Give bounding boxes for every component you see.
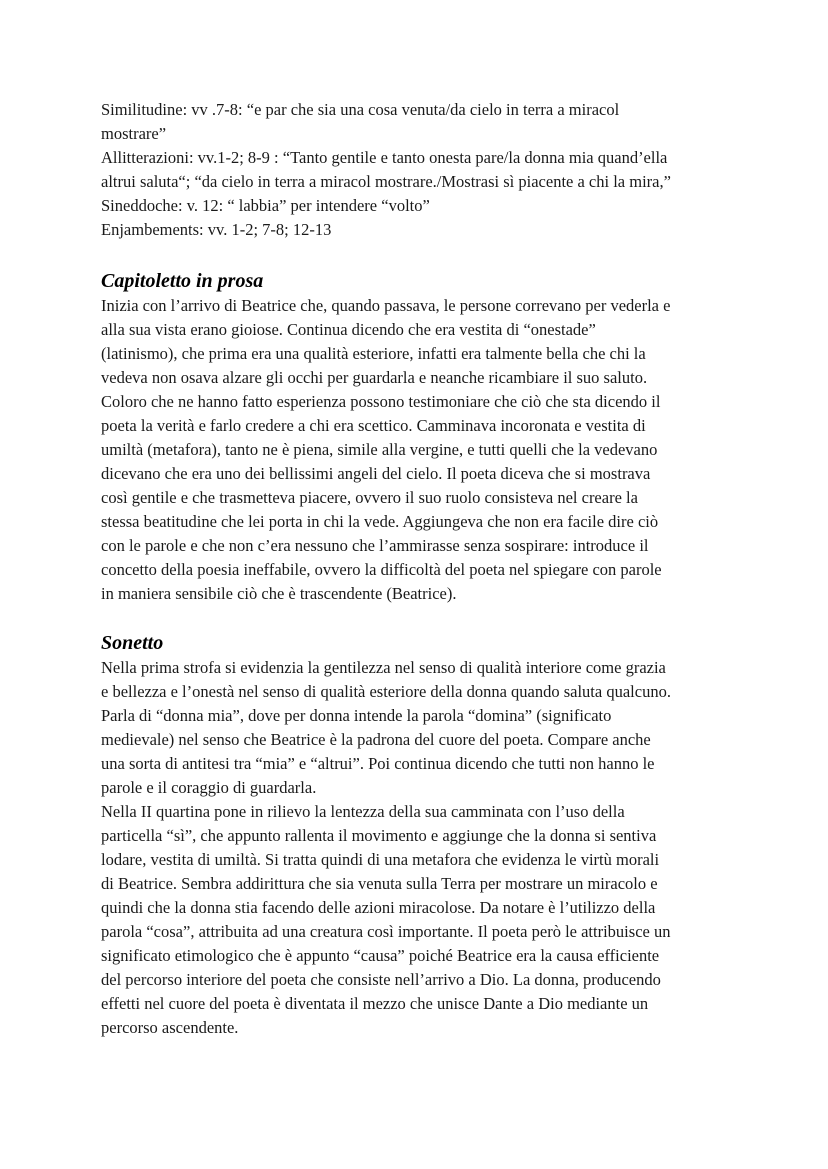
figures-line: Allitterazioni: vv.1-2; 8-9 : “Tanto gentile e tanto onesta pare/la donna mia quand’ella [101,148,668,167]
figures-line: altrui saluta“; “da cielo in terra a miracol mostrare./Mostrasi sì piacente a chi la mira,” [101,172,671,191]
sonnet-line: percorso ascendente. [101,1018,239,1037]
prose-line: concetto della poesia ineffabile, ovvero la difficoltà del poeta nel spiegare con parole [101,560,662,579]
prose-line: in maniera sensibile ciò che è trascendente (Beatrice). [101,584,457,603]
sonnet-line: parola “cosa”, attribuita ad una creatura così importante. Il poeta però le attribuisce un [101,922,671,941]
sonnet-line: una sorta di antitesi tra “mia” e “altrui”. Poi continua dicendo che tutti non hanno le [101,754,655,773]
sonnet-line: effetti nel cuore del poeta è diventata il mezzo che unisce Dante a Dio mediante un [101,994,649,1013]
sonnet-line: quindi che la donna stia facendo delle azioni miracolose. Da notare è l’utilizzo della [101,898,656,917]
prose-heading: Capitoletto in prosa [101,270,264,292]
sonnet-line: lodare, vestita di umiltà. Si tratta quindi di una metafora che evidenza le virtù morali [101,850,660,869]
prose-line: Coloro che ne hanno fatto esperienza possono testimoniare che ciò che sta dicendo il [101,392,661,411]
sonnet-line: e bellezza e l’onestà nel senso di qualità esteriore della donna quando saluta qualcuno. [101,682,671,701]
sonnet-line: del percorso interiore del poeta che consiste nell’arrivo a Dio. La donna, producendo [101,970,661,989]
sonnet-line: medievale) nel senso che Beatrice è la padrona del cuore del poeta. Compare anche [101,730,651,749]
prose-line: umiltà (metafora), tanto ne è piena, simile alla vergine, e tutti quelli che la vedevano [101,440,658,459]
sonnet-line: parole e il coraggio di guardarla. [101,778,317,797]
sonnet-section [101,630,731,1040]
sonnet-line: Parla di “donna mia”, dove per donna intende la parola “domina” (significato [101,706,612,725]
prose-line: (latinismo), che prima era una qualità esteriore, infatti era talmente bella che chi la [101,344,646,363]
sonnet-line: significato etimologico che è appunto “causa” poiché Beatrice era la causa efficiente [101,946,660,965]
sonnet-line: particella “sì”, che appunto rallenta il movimento e aggiunge che la donna si sentiva [101,826,657,845]
prose-line: alla sua vista erano gioiose. Continua dicendo che era vestita di “onestade” [101,320,596,339]
prose-line: poeta la verità e farlo credere a chi era scettico. Camminava incoronata e vestita di [101,416,646,435]
figures-list [101,98,731,242]
document-page [101,98,731,1040]
sonnet-line: Nella II quartina pone in rilievo la lentezza della sua camminata con l’uso della [101,802,625,821]
prose-line: stessa beatitudine che lei porta in chi la vede. Aggiungeva che non era facile dire ciò [101,512,659,531]
sonnet-line: Nella prima strofa si evidenzia la gentilezza nel senso di qualità interiore come grazia [101,658,666,677]
prose-line: Inizia con l’arrivo di Beatrice che, quando passava, le persone correvano per vederla e [101,296,671,315]
figures-line: Enjambements: vv. 1-2; 7-8; 12-13 [101,220,332,239]
prose-line: vedeva non osava alzare gli occhi per guardarla e neanche ricambiare il suo saluto. [101,368,648,387]
prose-line: dicevano che era uno dei bellissimi angeli del cielo. Il poeta diceva che si mostrava [101,464,651,483]
prose-line: con le parole e che non c’era nessuno che l’ammirasse senza sospirare: introduce il [101,536,649,555]
sonnet-line: di Beatrice. Sembra addirittura che sia venuta sulla Terra per mostrare un miracolo e [101,874,658,893]
figures-line: Sineddoche: v. 12: “ labbia” per intendere “volto” [101,196,430,215]
prose-line: così gentile e che trasmetteva piacere, ovvero il suo ruolo consisteva nel creare la [101,488,638,507]
prose-section [101,268,731,606]
figures-line: Similitudine: vv .7-8: “e par che sia una cosa venuta/da cielo in terra a miracol [101,100,620,119]
sonnet-heading: Sonetto [101,632,164,654]
figures-line: mostrare” [101,124,167,143]
